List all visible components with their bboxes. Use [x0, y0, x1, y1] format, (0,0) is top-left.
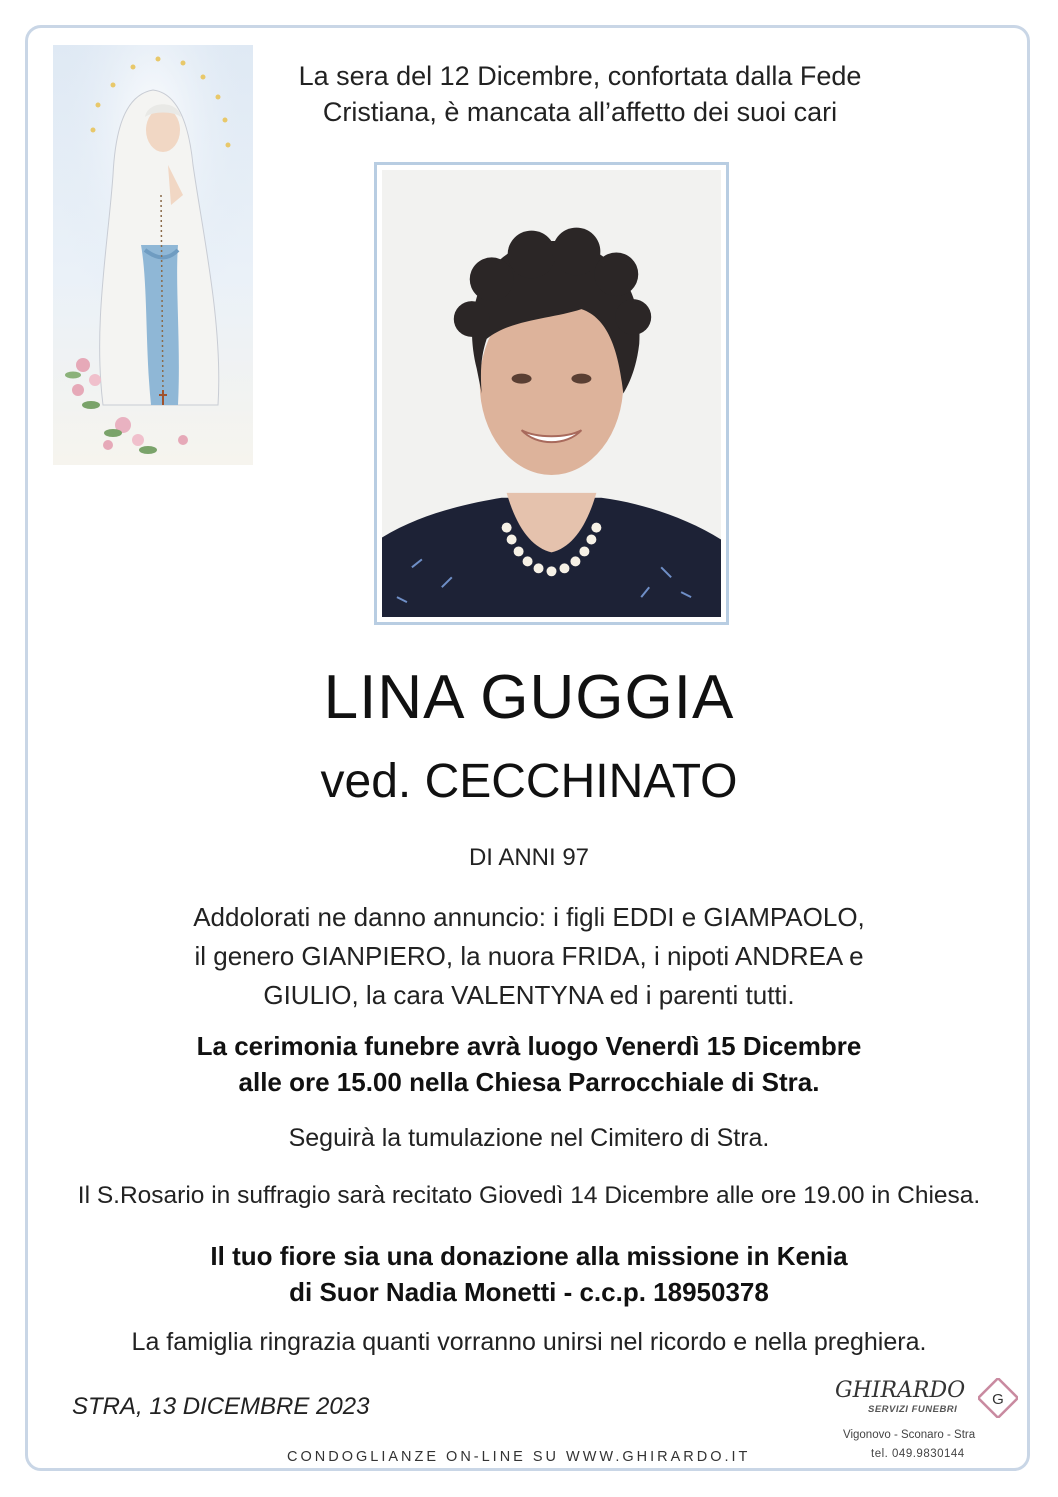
widow-of: ved. CECCHINATO: [320, 755, 738, 808]
donation-line: Il tuo fiore sia una donazione alla missione in Kenia: [210, 1241, 848, 1271]
announcement-line: GIULIO, la cara VALENTYNA ed i parenti tutti.: [263, 980, 795, 1010]
burial-info: Seguirà la tumulazione nel Cimitero di Stra.: [288, 1124, 770, 1152]
intro-line: La sera del 12 Dicembre, confortata dalla Fede: [298, 61, 862, 91]
madonna-image: [53, 45, 253, 465]
intro-text: [260, 58, 900, 130]
announcement-line: Addolorati ne danno annuncio: i figli EDDI e GIAMPAOLO,: [193, 902, 865, 932]
condolences-link[interactable]: CONDOGLIANZE ON-LINE SU WWW.GHIRARDO.IT: [287, 1449, 751, 1465]
funeral-home-logo: [835, 1376, 1025, 1466]
deceased-name: LINA GUGGIA: [323, 663, 735, 732]
logo-mark-letter: G: [992, 1391, 1004, 1408]
donation-info: [100, 1238, 958, 1310]
rosary-info: Il S.Rosario in suffragio sarà recitato Giovedì 14 Dicembre alle ore 19.00 in Chiesa.: [77, 1182, 981, 1209]
funeral-home-name: GHIRARDO: [835, 1378, 966, 1403]
funeral-home-phone: tel. 049.9830144: [871, 1448, 965, 1460]
funeral-home-locations: Vigonovo - Sconaro - Stra: [843, 1429, 976, 1441]
announcement-line: il genero GIANPIERO, la nuora FRIDA, i nipoti ANDREA e: [194, 941, 864, 971]
funeral-home-subtitle: SERVIZI FUNEBRI: [868, 1404, 958, 1415]
family-thanks: La famiglia ringrazia quanti vorranno unirsi nel ricordo e nella preghiera.: [131, 1328, 927, 1356]
age: DI ANNI 97: [468, 844, 590, 871]
ceremony-info: [100, 1028, 958, 1100]
diamond-logo-icon: [978, 1378, 1018, 1418]
portrait-photo: [382, 170, 721, 617]
donation-line: di Suor Nadia Monetti - c.c.p. 18950378: [289, 1277, 769, 1307]
ceremony-line: La cerimonia funebre avrà luogo Venerdì 15 Dicembre: [196, 1031, 862, 1061]
ceremony-line: alle ore 15.00 nella Chiesa Parrocchiale di Stra.: [238, 1067, 820, 1097]
portrait-frame: [374, 162, 729, 625]
announcement: [120, 898, 938, 1015]
intro-line: Cristiana, è mancata all’affetto dei suoi cari: [322, 97, 838, 127]
place-date: STRA, 13 DICEMBRE 2023: [72, 1393, 370, 1420]
